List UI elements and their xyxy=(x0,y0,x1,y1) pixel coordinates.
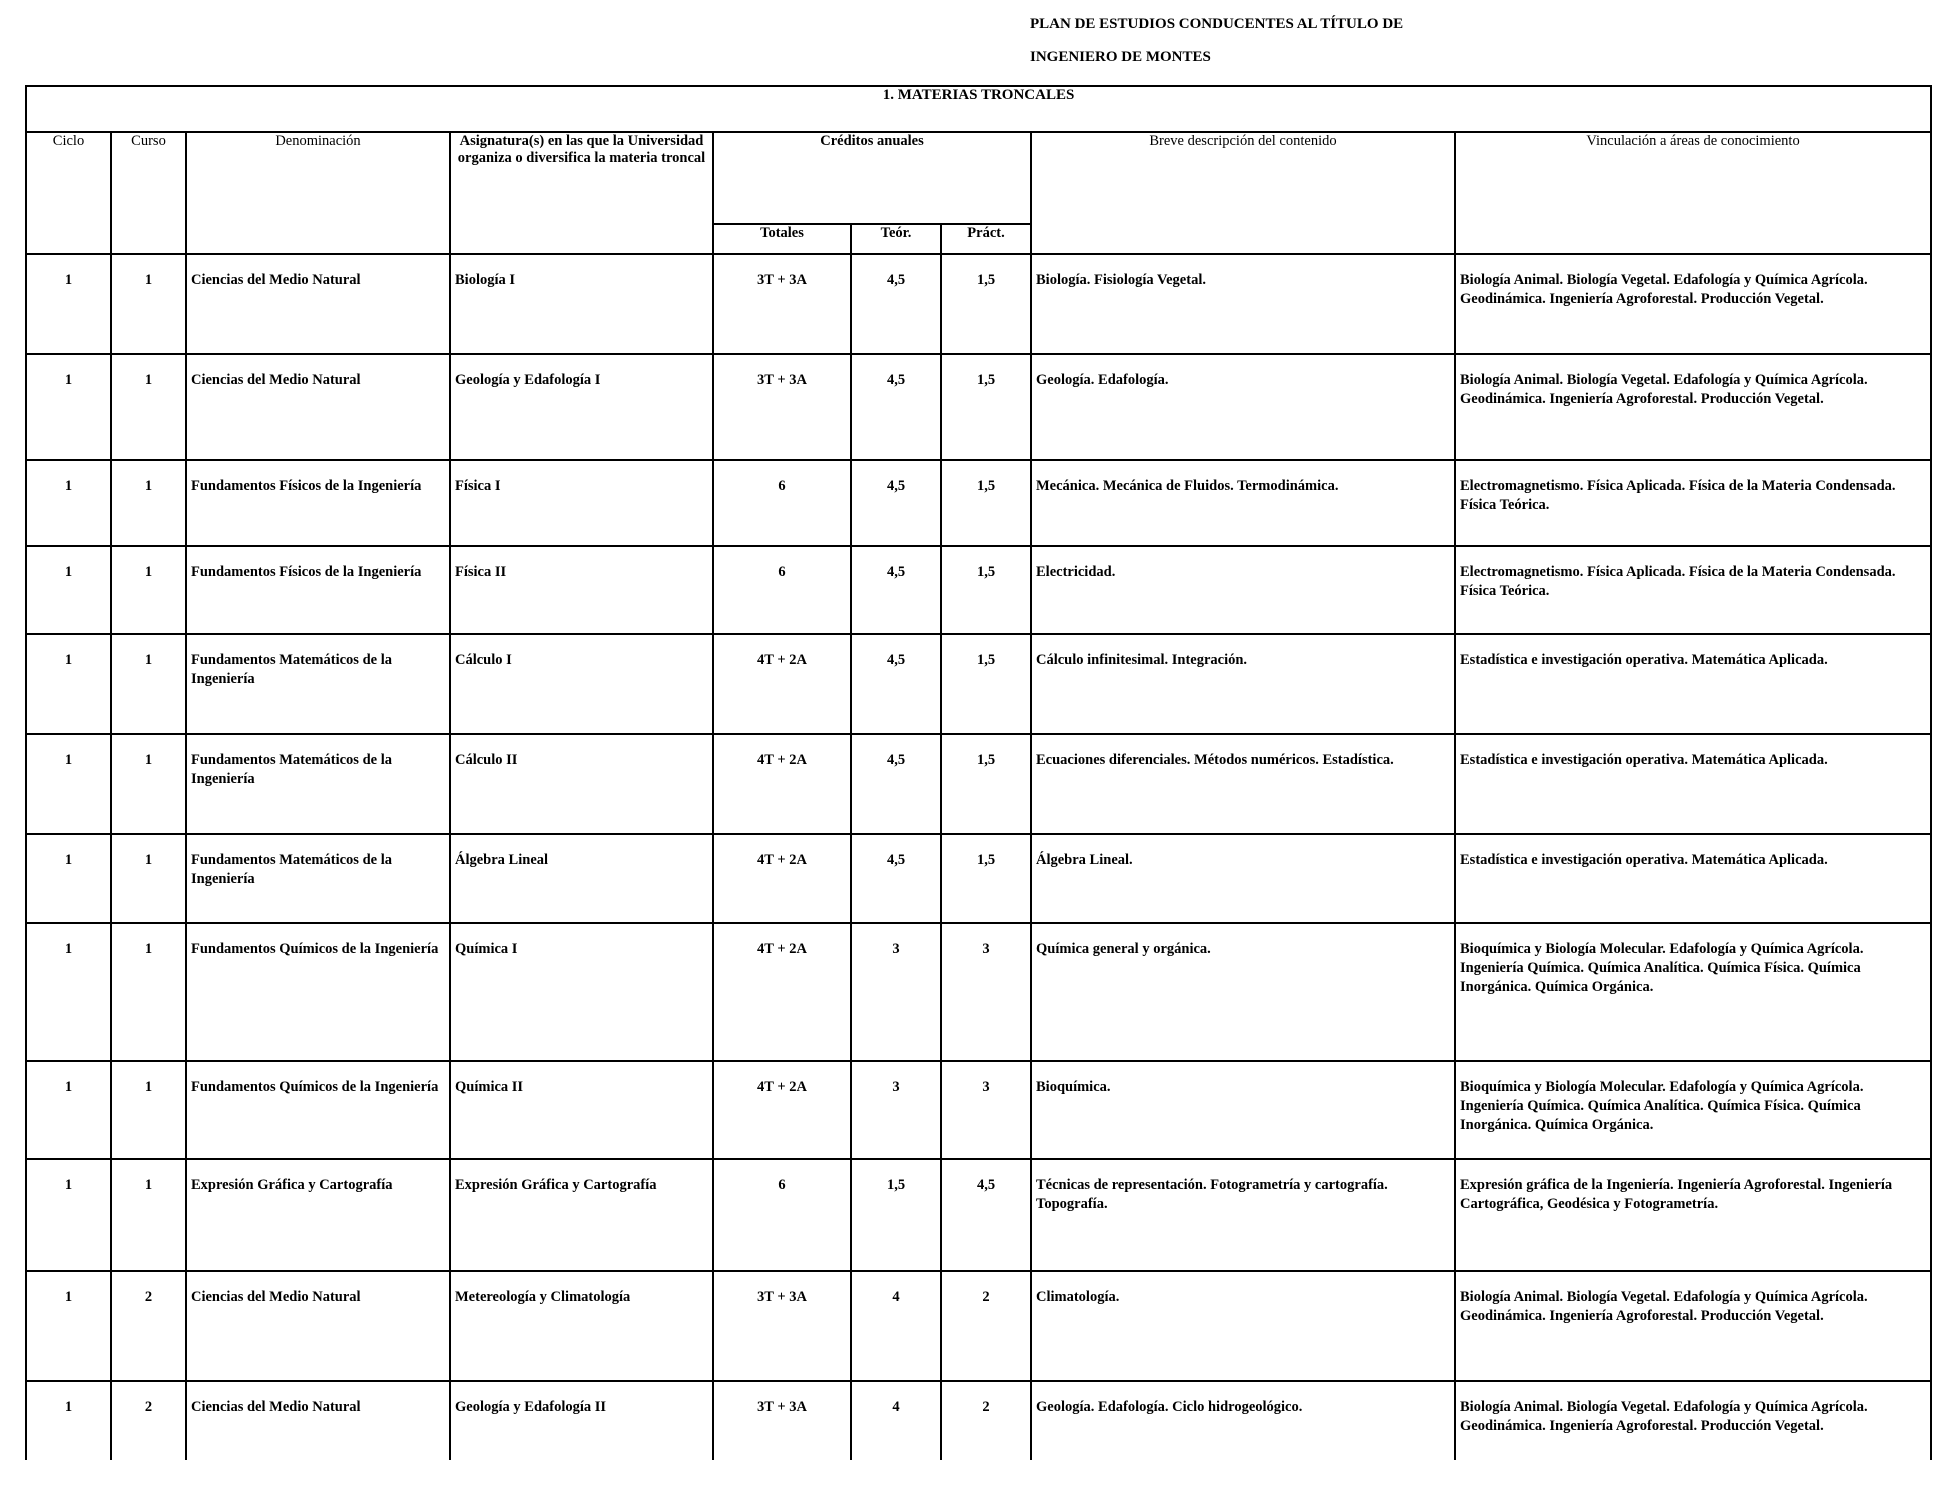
col-header-vinculacion: Vinculación a áreas de conocimiento xyxy=(1455,132,1931,254)
table-row xyxy=(26,923,1931,1061)
cell-vinculacion: Biología Animal. Biología Vegetal. Edafología y Química Agrícola. Geodinámica. Ingeniería Agroforestal. Producción Vegetal. xyxy=(1460,1399,1868,1434)
cell-totales: 3T + 3A xyxy=(757,272,807,288)
cell-vinculacion: Electromagnetismo. Física Aplicada. Física de la Materia Condensada. Física Teórica. xyxy=(1460,478,1896,513)
table-row xyxy=(26,1381,1931,1460)
cell-curso: 1 xyxy=(144,1177,153,1193)
cell-teor: 1,5 xyxy=(886,1177,906,1193)
cell-asignatura: Cálculo II xyxy=(455,752,518,768)
col-header-creditos: Créditos anuales xyxy=(713,132,1031,224)
cell-ciclo: 1 xyxy=(64,372,73,388)
cell-ciclo: 1 xyxy=(64,272,73,288)
cell-curso: 1 xyxy=(144,1079,153,1095)
cell-denominacion: Ciencias del Medio Natural xyxy=(191,372,361,388)
cell-denominacion: Fundamentos Matemáticos de la Ingeniería xyxy=(191,752,392,787)
cell-curso: 1 xyxy=(144,564,153,580)
cell-descripcion: Bioquímica. xyxy=(1036,1079,1111,1095)
table-row xyxy=(26,634,1931,734)
cell-pract: 3 xyxy=(982,941,990,957)
cell-pract: 4,5 xyxy=(976,1177,996,1193)
table-row xyxy=(26,834,1931,923)
col-header-ciclo: Ciclo xyxy=(26,132,111,254)
cell-ciclo: 1 xyxy=(64,941,73,957)
table-row xyxy=(26,254,1931,354)
cell-vinculacion: Estadística e investigación operativa. Matemática Aplicada. xyxy=(1460,652,1828,668)
cell-denominacion: Fundamentos Matemáticos de la Ingeniería xyxy=(191,852,392,887)
cell-totales: 4T + 2A xyxy=(757,652,807,668)
cell-descripcion: Ecuaciones diferenciales. Métodos numéricos. Estadística. xyxy=(1036,752,1394,768)
cell-vinculacion: Estadística e investigación operativa. Matemática Aplicada. xyxy=(1460,752,1828,768)
cell-vinculacion: Electromagnetismo. Física Aplicada. Física de la Materia Condensada. Física Teórica. xyxy=(1460,564,1896,599)
cell-teor: 4,5 xyxy=(886,478,906,494)
cell-descripcion: Álgebra Lineal. xyxy=(1036,852,1133,868)
cell-totales: 4T + 2A xyxy=(757,941,807,957)
cell-denominacion: Fundamentos Químicos de la Ingeniería xyxy=(191,941,439,957)
cell-teor: 4,5 xyxy=(886,752,906,768)
cell-asignatura: Expresión Gráfica y Cartografía xyxy=(455,1177,657,1193)
col-header-pract: Práct. xyxy=(941,224,1031,254)
cell-asignatura: Química I xyxy=(455,941,518,957)
cell-curso: 1 xyxy=(144,652,153,668)
col-header-teor: Teór. xyxy=(851,224,941,254)
cell-curso: 2 xyxy=(144,1289,153,1305)
cell-pract: 1,5 xyxy=(976,852,996,868)
cell-curso: 1 xyxy=(144,478,153,494)
cell-curso: 1 xyxy=(144,941,153,957)
cell-vinculacion: Biología Animal. Biología Vegetal. Edafología y Química Agrícola. Geodinámica. Ingeniería Agroforestal. Producción Vegetal. xyxy=(1460,372,1868,407)
table-row xyxy=(26,734,1931,834)
cell-denominacion: Fundamentos Físicos de la Ingeniería xyxy=(191,564,422,580)
cell-vinculacion: Biología Animal. Biología Vegetal. Edafología y Química Agrícola. Geodinámica. Ingeniería Agroforestal. Producción Vegetal. xyxy=(1460,1289,1868,1324)
cell-pract: 1,5 xyxy=(976,652,996,668)
table-row xyxy=(26,1159,1931,1271)
cell-denominacion: Fundamentos Matemáticos de la Ingeniería xyxy=(191,652,392,687)
cell-pract: 2 xyxy=(982,1399,990,1415)
cell-totales: 4T + 2A xyxy=(757,752,807,768)
cell-descripcion: Electricidad. xyxy=(1036,564,1116,580)
cell-asignatura: Química II xyxy=(455,1079,524,1095)
cell-asignatura: Física I xyxy=(455,478,501,494)
cell-ciclo: 1 xyxy=(64,1079,73,1095)
document-title xyxy=(1030,8,1403,74)
col-header-curso: Curso xyxy=(111,132,186,254)
cell-denominacion: Fundamentos Físicos de la Ingeniería xyxy=(191,478,422,494)
cell-curso: 1 xyxy=(144,272,153,288)
section-title: 1. MATERIAS TRONCALES xyxy=(26,86,1931,132)
cell-totales: 6 xyxy=(778,478,786,494)
cell-asignatura: Física II xyxy=(455,564,507,580)
cell-pract: 1,5 xyxy=(976,564,996,580)
cell-denominacion: Fundamentos Químicos de la Ingeniería xyxy=(191,1079,439,1095)
cell-denominacion: Expresión Gráfica y Cartografía xyxy=(191,1177,393,1193)
cell-curso: 1 xyxy=(144,752,153,768)
cell-descripcion: Geología. Edafología. xyxy=(1036,372,1169,388)
col-header-totales: Totales xyxy=(713,224,851,254)
cell-descripcion: Química general y orgánica. xyxy=(1036,941,1211,957)
cell-ciclo: 1 xyxy=(64,752,73,768)
cell-totales: 6 xyxy=(778,564,786,580)
cell-pract: 2 xyxy=(982,1289,990,1305)
cell-descripcion: Climatología. xyxy=(1036,1289,1120,1305)
cell-pract: 3 xyxy=(982,1079,990,1095)
col-header-asignaturas: Asignatura(s) en las que la Universidad organiza o diversifica la materia troncal xyxy=(450,132,713,254)
cell-totales: 6 xyxy=(778,1177,786,1193)
table-row xyxy=(26,354,1931,460)
cell-totales: 3T + 3A xyxy=(757,1399,807,1415)
title-line-2: INGENIERO DE MONTES xyxy=(1030,49,1211,65)
cell-descripcion: Técnicas de representación. Fotogrametría y cartografía. Topografía. xyxy=(1036,1177,1388,1212)
cell-curso: 1 xyxy=(144,372,153,388)
cell-pract: 1,5 xyxy=(976,372,996,388)
cell-curso: 1 xyxy=(144,852,153,868)
cell-teor: 4,5 xyxy=(886,272,906,288)
col-header-denominacion: Denominación xyxy=(186,132,450,254)
cell-asignatura: Geología y Edafología I xyxy=(455,372,601,388)
cell-pract: 1,5 xyxy=(976,752,996,768)
cell-pract: 1,5 xyxy=(976,478,996,494)
cell-ciclo: 1 xyxy=(64,852,73,868)
cell-descripcion: Mecánica. Mecánica de Fluidos. Termodinámica. xyxy=(1036,478,1339,494)
cell-vinculacion: Bioquímica y Biología Molecular. Edafología y Química Agrícola. Ingeniería Química. Química Analítica. Química Física. Química Inorgánica. Química Orgánica. xyxy=(1460,1079,1864,1133)
materias-troncales-table xyxy=(25,85,1932,1460)
cell-denominacion: Ciencias del Medio Natural xyxy=(191,1399,361,1415)
cell-ciclo: 1 xyxy=(64,1177,73,1193)
cell-ciclo: 1 xyxy=(64,652,73,668)
cell-descripcion: Geología. Edafología. Ciclo hidrogeológico. xyxy=(1036,1399,1303,1415)
title-line-1: PLAN DE ESTUDIOS CONDUCENTES AL TÍTULO DE xyxy=(1030,16,1404,32)
cell-teor: 4,5 xyxy=(886,852,906,868)
cell-vinculacion: Expresión gráfica de la Ingeniería. Ingeniería Agroforestal. Ingeniería Cartográfica, Geodésica y Fotogrametría. xyxy=(1460,1177,1893,1212)
cell-teor: 3 xyxy=(892,1079,900,1095)
cell-vinculacion: Biología Animal. Biología Vegetal. Edafología y Química Agrícola. Geodinámica. Ingeniería Agroforestal. Producción Vegetal. xyxy=(1460,272,1868,307)
table-row xyxy=(26,1061,1931,1159)
table-row xyxy=(26,460,1931,546)
cell-descripcion: Biología. Fisiología Vegetal. xyxy=(1036,272,1206,288)
cell-teor: 4,5 xyxy=(886,564,906,580)
cell-asignatura: Geología y Edafología II xyxy=(455,1399,607,1415)
cell-pract: 1,5 xyxy=(976,272,996,288)
cell-vinculacion: Bioquímica y Biología Molecular. Edafología y Química Agrícola. Ingeniería Química. Química Analítica. Química Física. Química Inorgánica. Química Orgánica. xyxy=(1460,941,1864,995)
cell-asignatura: Biología I xyxy=(455,272,516,288)
cell-teor: 4,5 xyxy=(886,652,906,668)
cell-ciclo: 1 xyxy=(64,478,73,494)
table-row xyxy=(26,546,1931,634)
cell-ciclo: 1 xyxy=(64,1289,73,1305)
cell-denominacion: Ciencias del Medio Natural xyxy=(191,272,361,288)
cell-totales: 4T + 2A xyxy=(757,1079,807,1095)
cell-totales: 4T + 2A xyxy=(757,852,807,868)
cell-asignatura: Cálculo I xyxy=(455,652,512,668)
cell-teor: 3 xyxy=(892,941,900,957)
cell-asignatura: Metereología y Climatología xyxy=(455,1289,631,1305)
cell-teor: 4,5 xyxy=(886,372,906,388)
cell-totales: 3T + 3A xyxy=(757,372,807,388)
table-row xyxy=(26,1271,1931,1381)
cell-ciclo: 1 xyxy=(64,564,73,580)
cell-ciclo: 1 xyxy=(64,1399,73,1415)
col-header-descripcion: Breve descripción del contenido xyxy=(1031,132,1455,254)
cell-denominacion: Ciencias del Medio Natural xyxy=(191,1289,361,1305)
cell-asignatura: Álgebra Lineal xyxy=(455,852,549,868)
cell-totales: 3T + 3A xyxy=(757,1289,807,1305)
cell-descripcion: Cálculo infinitesimal. Integración. xyxy=(1036,652,1248,668)
cell-teor: 4 xyxy=(892,1399,900,1415)
cell-vinculacion: Estadística e investigación operativa. Matemática Aplicada. xyxy=(1460,852,1828,868)
cell-teor: 4 xyxy=(892,1289,900,1305)
cell-curso: 2 xyxy=(144,1399,153,1415)
